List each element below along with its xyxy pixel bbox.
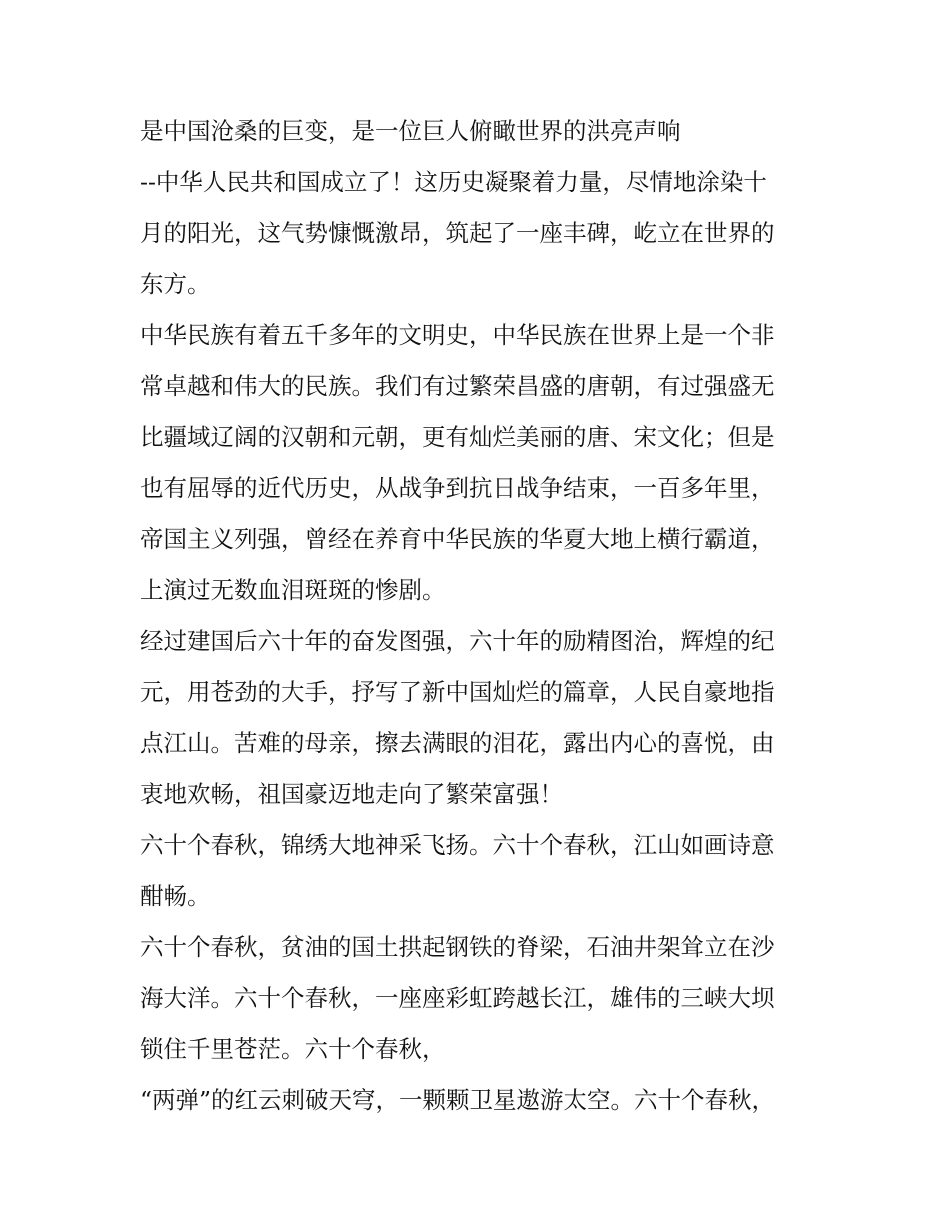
text-line: 六十个春秋，锦绣大地神采飞扬。六十个春秋，江山如画诗意 xyxy=(140,831,775,859)
text-line: 常卓越和伟大的民族。我们有过繁荣昌盛的唐朝，有过强盛无 xyxy=(140,372,775,400)
text-line: 点江山。苦难的母亲，擦去满眼的泪花，露出内心的喜悦，由 xyxy=(140,729,775,757)
text-line: 上演过无数血泪斑斑的惨剧。 xyxy=(140,576,446,604)
text-line: --中华人民共和国成立了！这历史凝聚着力量，尽情地涂染十 xyxy=(140,168,767,196)
text-line: 也有屈辱的近代历史，从战争到抗日战争结束，一百多年里， xyxy=(140,474,775,502)
document-body xyxy=(140,106,820,1126)
text-line: “两弹”的红云刺破天穹，一颗颗卫星遨游太空。六十个春秋， xyxy=(140,1086,776,1114)
text-line: 经过建国后六十年的奋发图强，六十年的励精图治，辉煌的纪 xyxy=(140,627,775,655)
text-line: 比疆域辽阔的汉朝和元朝，更有灿烂美丽的唐、宋文化；但是 xyxy=(140,423,775,451)
text-line: 六十个春秋，贫油的国土拱起钢铁的脊梁，石油井架耸立在沙 xyxy=(140,933,775,961)
text-line: 是中国沧桑的巨变，是一位巨人俯瞰世界的洪亮声响 xyxy=(140,117,681,145)
text-line: 锁住千里苍茫。六十个春秋， xyxy=(140,1035,446,1063)
text-line: 月的阳光，这气势慷慨激昂，筑起了一座丰碑，屹立在世界的 xyxy=(140,219,775,247)
text-line: 衷地欢畅，祖国豪迈地走向了繁荣富强！ xyxy=(140,780,563,808)
text-line: 帝国主义列强，曾经在养育中华民族的华夏大地上横行霸道， xyxy=(140,525,775,553)
text-line: 酣畅。 xyxy=(140,882,211,910)
text-line: 元，用苍劲的大手，抒写了新中国灿烂的篇章，人民自豪地指 xyxy=(140,678,775,706)
text-line: 东方。 xyxy=(140,270,211,298)
text-line: 中华民族有着五千多年的文明史，中华民族在世界上是一个非 xyxy=(140,321,775,349)
text-line: 海大洋。六十个春秋，一座座彩虹跨越长江，雄伟的三峡大坝 xyxy=(140,984,775,1012)
